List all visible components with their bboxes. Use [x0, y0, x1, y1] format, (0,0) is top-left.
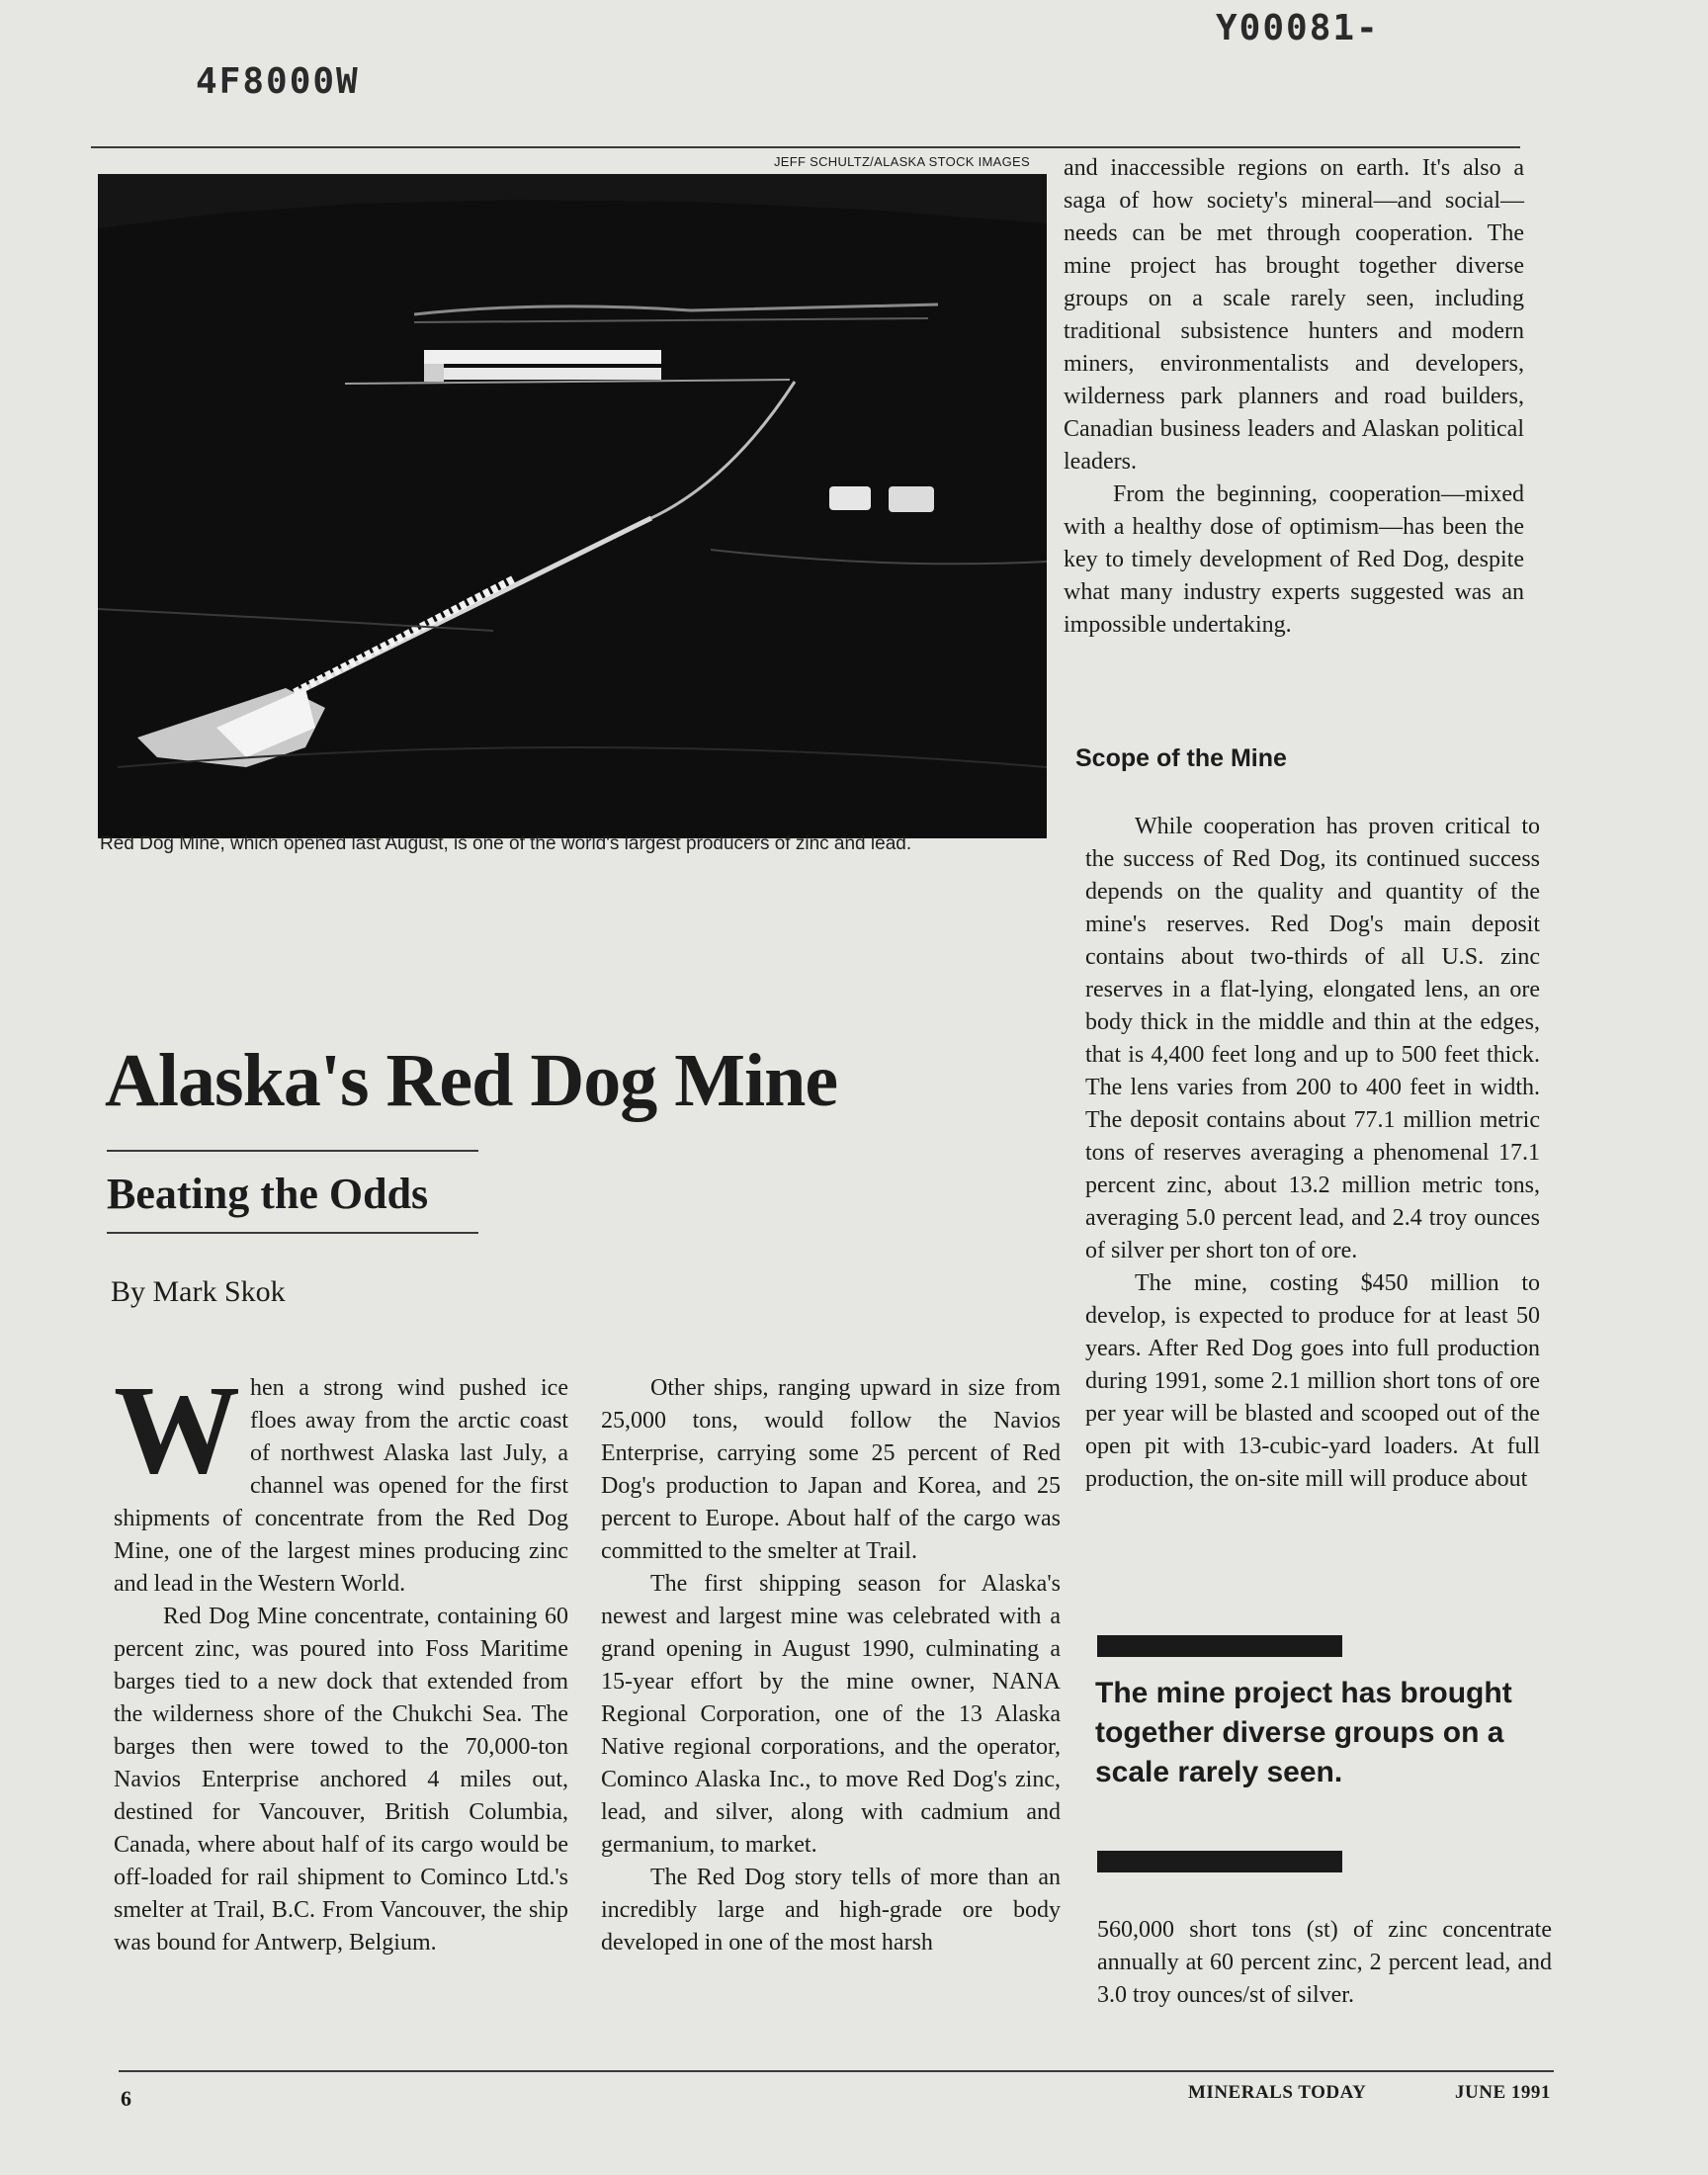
- top-rule: [91, 146, 1520, 148]
- paragraph-1: When a strong wind pushed ice floes away from the arctic coast of northwest Alaska last July, a channel was opened for the first shipments of concentrate from the Red Dog Mine, one of the largest mines producing zinc and lead in the Western World.: [114, 1359, 568, 1597]
- mine-photo-illustration: [98, 174, 1047, 838]
- col3-paragraph-1: and inaccessible regions on earth. It's also a saga of how society's mineral—and social—needs can be met through cooperation. The mine project has brought together diverse groups on a scale rarely seen, including traditional subsistence hunters and modern miners, environmentalists and developers, wilderness park planners and road builders, Canadian business leaders and Alaskan political leaders.: [1064, 155, 1524, 475]
- article-title: Alaska's Red Dog Mine: [105, 1039, 838, 1122]
- section-heading: Scope of the Mine: [1075, 744, 1287, 772]
- column-3-middle: [1085, 811, 1540, 1496]
- col2-paragraph-3: The Red Dog story tells of more than an incredibly large and high-grade ore body developed in one of the most harsh: [601, 1865, 1061, 1956]
- pull-quote-top-bar: [1097, 1635, 1342, 1657]
- drop-cap: W: [114, 1359, 240, 1500]
- photo-credit: JEFF SCHULTZ/ALASKA STOCK IMAGES: [773, 154, 1030, 169]
- column-3-top: [1064, 152, 1524, 642]
- title-rule: [107, 1150, 478, 1152]
- column-2: [601, 1372, 1061, 1959]
- publication-name: MINERALS TODAY: [1188, 2082, 1367, 2103]
- pull-quote: The mine project has brought together diverse groups on a scale rarely seen.: [1095, 1677, 1512, 1788]
- mine-photo: [98, 174, 1047, 838]
- column-1: [114, 1359, 568, 1959]
- paragraph-2: Red Dog Mine concentrate, containing 60 percent zinc, was poured into Foss Maritime barges tied to a new dock that extended from the wilderness shore of the Chukchi Sea. The barges then were towed to the 70,000-ton Navios Enterprise anchored 4 miles out, destined for Vancouver, British Columbia, Canada, where about half of its cargo would be off-loaded for rail shipment to Cominco Ltd.'s smelter at Trail, B.C. From Vancouver, the ship was bound for Antwerp, Belgium.: [114, 1604, 568, 1956]
- pull-quote-bottom-bar: [1097, 1851, 1342, 1872]
- article-subtitle: Beating the Odds: [107, 1170, 429, 1218]
- stamp-top-left: 4F8000W: [196, 61, 360, 102]
- col3-paragraph-4: The mine, costing $450 million to develop, is expected to produce for at least 50 years. After Red Dog goes into full production during 1991, some 2.1 million short tons of ore per year will be blasted and scooped out of the open pit with 13-cubic-yard loaders. At full production, the on-site mill will produce about: [1085, 1270, 1540, 1492]
- issue-date: JUNE 1991: [1455, 2082, 1551, 2103]
- col2-paragraph-2: The first shipping season for Alaska's newest and largest mine was celebrated with a grand opening in August 1990, culminating a 15-year effort by the mine owner, NANA Regional Corporation, one of the 13 Alaska Native regional corporations, and the operator, Cominco Alaska Inc., to move Red Dog's zinc, lead, and silver, along with cadmium and germanium, to market.: [601, 1571, 1061, 1858]
- page-number: 6: [121, 2086, 132, 2111]
- stamp-top-right: Y00081-: [1216, 8, 1380, 48]
- col3-paragraph-2: From the beginning, cooperation—mixed with a healthy dose of optimism—has been the key to timely development of Red Dog, despite what many industry experts suggested was an impossible undertaking.: [1064, 481, 1524, 638]
- column-3-bottom: [1097, 1914, 1552, 2012]
- col2-paragraph-1: Other ships, ranging upward in size from 25,000 tons, would follow the Navios Enterprise, carrying some 25 percent of Red Dog's production to Japan and Korea, and 25 percent to Europe. About half of the cargo was committed to the smelter at Trail.: [601, 1375, 1061, 1564]
- col3-paragraph-3: While cooperation has proven critical to the success of Red Dog, its continued success depends on the quality and quantity of the mine's reserves. Red Dog's main deposit contains about two-thirds of all U.S. zinc reserves in a flat-lying, elongated lens, an ore body thick in the middle and thin at the edges, that is 4,400 feet long and up to 500 feet thick. The lens varies from 200 to 400 feet in width. The deposit contains about 77.1 million metric tons of reserves averaging a phenomenal 17.1 percent zinc, about 13.2 million metric tons, averaging 5.0 percent lead, and 2.4 troy ounces of silver per short ton of ore.: [1085, 814, 1540, 1263]
- footer-rule: [119, 2070, 1554, 2072]
- col3-paragraph-5: 560,000 short tons (st) of zinc concentrate annually at 60 percent zinc, 2 percent lead, and 3.0 troy ounces/st of silver.: [1097, 1917, 1552, 2008]
- photo-caption: Red Dog Mine, which opened last August, is one of the world's largest producers of zinc and lead.: [100, 833, 912, 854]
- subtitle-rule: [107, 1232, 478, 1234]
- byline: By Mark Skok: [111, 1275, 286, 1308]
